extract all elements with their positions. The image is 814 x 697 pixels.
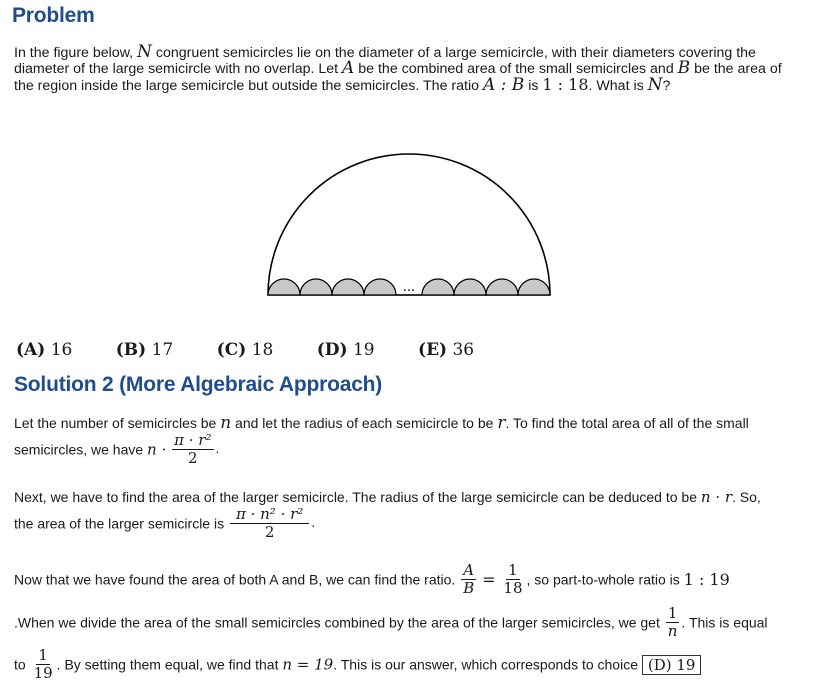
- fraction-small-area: [172, 432, 213, 467]
- small-semicircle: [364, 279, 396, 295]
- fraction-denominator: n: [667, 622, 678, 640]
- small-semicircle: [486, 279, 518, 295]
- fraction-one-over-nineteen: [32, 647, 55, 682]
- ellipsis-dots: ...: [402, 280, 416, 295]
- var-a: A: [342, 58, 355, 78]
- fraction-denominator: 2: [264, 523, 275, 541]
- solution-text: . So,: [732, 489, 761, 505]
- small-semicircle: [332, 279, 364, 295]
- solution-text: , so part-to-whole ratio is: [526, 571, 684, 588]
- solution-heading: Solution 2 (More Algebraic Approach): [14, 373, 383, 396]
- solution-line-3: [14, 488, 761, 506]
- problem-heading: Problem: [12, 4, 95, 27]
- choice-a: [16, 340, 72, 360]
- solution-text: n = 19: [282, 655, 334, 674]
- fraction-denominator: B: [463, 579, 475, 597]
- choice-value: 36: [452, 340, 475, 360]
- problem-text: be the combined area of the small semicircles and: [354, 61, 678, 77]
- choice-b: [116, 340, 174, 360]
- problem-text: congruent semicircles lie on the diameter of a large semicircle, with their diameters covering the diameter of the large semicircle with no overlap. Let: [14, 45, 756, 77]
- choice-value: 17: [151, 340, 174, 360]
- problem-text: is: [524, 78, 543, 94]
- solution-line-7: [14, 647, 701, 682]
- solution-text: . To find the total area of all of the small: [505, 415, 749, 431]
- fraction-a-over-b: [461, 562, 476, 597]
- fraction-numerator: 1: [508, 561, 518, 579]
- solution-text: . This is our answer, which corresponds to choice: [333, 656, 642, 673]
- var-n: N: [137, 42, 152, 62]
- problem-text: . What is: [588, 78, 648, 94]
- fraction-numerator: π · r²: [174, 431, 212, 449]
- choice-letter: (D): [316, 340, 348, 360]
- answer-choices: [16, 340, 512, 360]
- solution-text: to: [14, 656, 30, 673]
- fraction-one-over-n: [666, 605, 680, 640]
- choice-c: [217, 340, 274, 360]
- fraction-denominator: 18: [503, 579, 523, 597]
- small-semicircle: [300, 279, 332, 295]
- fraction-denominator: 19: [33, 664, 53, 682]
- solution-text: . This is equal: [681, 614, 768, 631]
- problem-text: ?: [662, 78, 671, 94]
- ratio-value: 1 : 18: [542, 75, 589, 94]
- solution-line-5: [14, 562, 730, 597]
- fraction-numerator: A: [463, 561, 475, 579]
- choice-letter: (A): [16, 340, 46, 360]
- small-semicircle: [454, 279, 486, 295]
- solution-line-2: [14, 432, 219, 467]
- fraction-numerator: π · n² · r²: [230, 506, 309, 524]
- var-n-question: N: [647, 75, 663, 95]
- fraction-numerator: 1: [667, 604, 678, 622]
- choice-value: 19: [352, 340, 375, 360]
- small-semicircles-left: [268, 279, 396, 295]
- solution-text: .: [215, 440, 220, 457]
- small-semicircle: [422, 279, 454, 295]
- solution-text: n: [220, 413, 232, 433]
- choice-value: 18: [251, 340, 274, 360]
- solution-text: Now that we have found the area of both A and B, we can find the ratio.: [14, 571, 460, 588]
- semicircles-figure: [262, 145, 556, 300]
- problem-text: In the figure below,: [14, 45, 138, 61]
- problem-statement: [14, 42, 804, 95]
- solution-text: semicircles, we have: [14, 441, 148, 458]
- solution-text: .: [311, 514, 316, 531]
- solution-line-1: [14, 413, 749, 433]
- solution-text: r: [497, 413, 506, 433]
- solution-text: Let the number of semicircles be: [14, 415, 221, 431]
- ratio-expression: A : B: [482, 75, 525, 95]
- solution-text: .When we divide the area of the small semicircles combined by the area of the larger semicircles, we get: [14, 614, 664, 631]
- var-b: B: [677, 58, 691, 78]
- boxed-answer: (D) 19: [642, 655, 702, 675]
- large-semicircle: [268, 154, 550, 295]
- solution-text: =: [482, 570, 496, 589]
- problem-text: be the area of the region inside the large semicircle but outside the semicircles. The ratio: [14, 61, 782, 94]
- small-semicircle: [518, 279, 550, 295]
- fraction-one-over-eighteen: [501, 562, 524, 597]
- fraction-large-area: [230, 506, 309, 541]
- choice-letter: (E): [418, 340, 448, 360]
- solution-text: . By setting them equal, we find that: [56, 656, 283, 673]
- small-semicircle: [268, 279, 300, 295]
- choice-letter: (C): [216, 340, 247, 360]
- fraction-numerator: 1: [38, 646, 48, 664]
- choice-letter: (B): [115, 340, 147, 360]
- solution-text: n · r: [700, 488, 733, 506]
- solution-line-4: [14, 506, 315, 541]
- solution-text: 1 : 19: [683, 570, 730, 589]
- solution-text: n ·: [147, 440, 167, 459]
- choice-d: [317, 340, 375, 360]
- solution-text: the area of the larger semicircle is: [14, 515, 228, 532]
- solution-line-6: [14, 605, 768, 640]
- fraction-denominator: 2: [188, 449, 198, 467]
- solution-text: and let the radius of each semicircle to be: [231, 415, 498, 431]
- choice-value: 16: [50, 340, 73, 360]
- solution-text: Next, we have to find the area of the larger semicircle. The radius of the large semicircle can be deduced to be: [14, 489, 701, 505]
- small-semicircles-right: [422, 279, 550, 295]
- choice-e: [418, 340, 474, 360]
